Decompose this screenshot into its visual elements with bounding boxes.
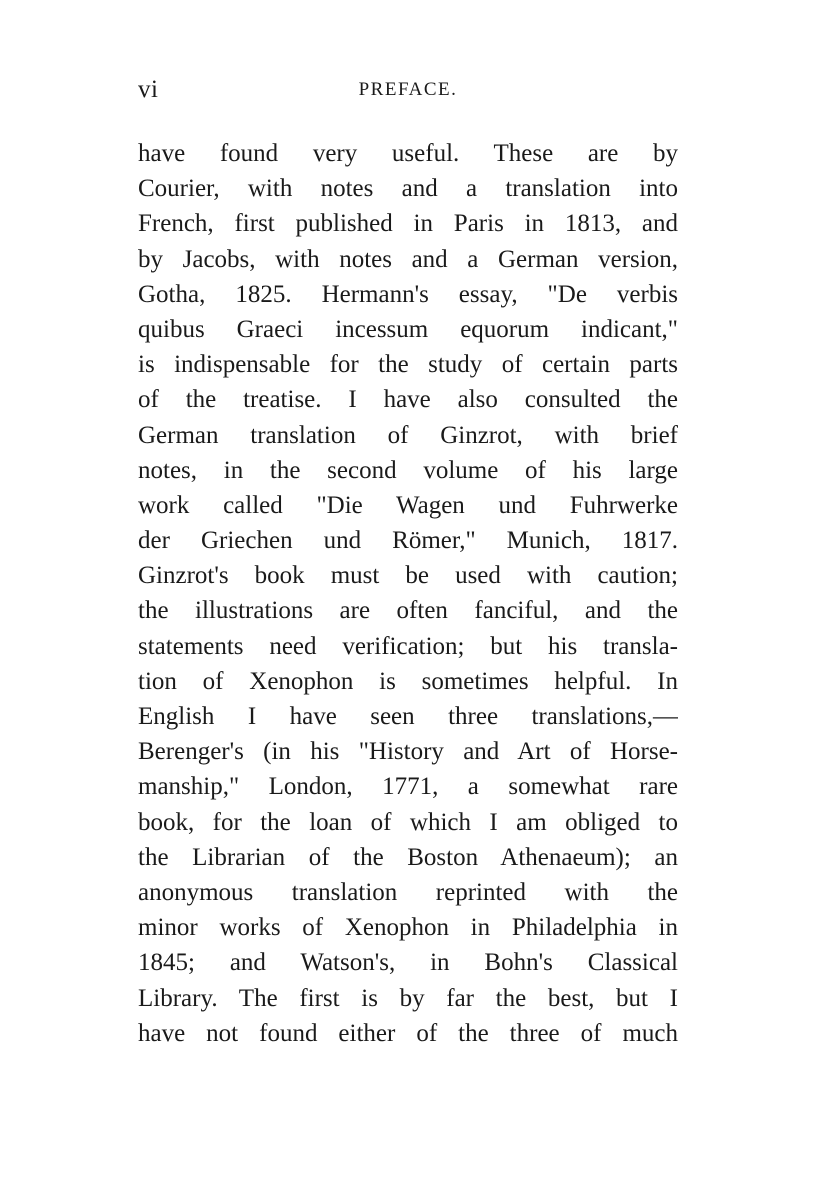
text-line: Courier, with notes and a translation into — [138, 175, 678, 203]
text-line: the illustrations are often fanciful, and the — [138, 597, 678, 625]
preface-body-text — [138, 136, 678, 1051]
text-line: have not found either of the three of much — [138, 1019, 678, 1047]
text-line: notes, in the second volume of his large — [138, 456, 678, 484]
text-line: Ginzrot's book must be used with caution; — [138, 562, 678, 590]
text-line: of the treatise. I have also consulted the — [138, 386, 678, 414]
text-line: quibus Graeci incessum equorum indicant," — [138, 315, 678, 343]
text-line: der Griechen und Römer," Munich, 1817. — [138, 527, 678, 555]
text-line: is indispensable for the study of certain parts — [138, 351, 678, 379]
text-line: statements need verification; but his transla- — [138, 632, 678, 660]
text-line: the Librarian of the Boston Athenaeum); an — [138, 843, 678, 871]
running-title: PREFACE. — [358, 79, 458, 100]
text-line: work called "Die Wagen und Fuhrwerke — [138, 491, 678, 519]
running-head — [138, 76, 678, 108]
text-line: anonymous translation reprinted with the — [138, 878, 678, 906]
text-line: 1845; and Watson's, in Bohn's Classical — [138, 949, 678, 977]
text-line: French, first published in Paris in 1813, and — [138, 210, 678, 238]
text-line: German translation of Ginzrot, with brief — [138, 421, 678, 449]
text-line: minor works of Xenophon in Philadelphia in — [138, 914, 678, 942]
text-line: by Jacobs, with notes and a German version, — [138, 245, 678, 273]
text-line: have found very useful. These are by — [138, 140, 678, 167]
text-line: Berenger's (in his "History and Art of Horse- — [138, 738, 678, 766]
text-line: Library. The first is by far the best, but I — [138, 984, 678, 1012]
text-line: Gotha, 1825. Hermann's essay, "De verbis — [138, 280, 678, 308]
text-line: book, for the loan of which I am obliged to — [138, 808, 678, 836]
text-line: tion of Xenophon is sometimes helpful. In — [138, 667, 678, 695]
text-line: English I have seen three translations,— — [138, 703, 678, 730]
page-number: vi — [138, 76, 159, 103]
text-line: manship," London, 1771, a somewhat rare — [138, 773, 678, 801]
